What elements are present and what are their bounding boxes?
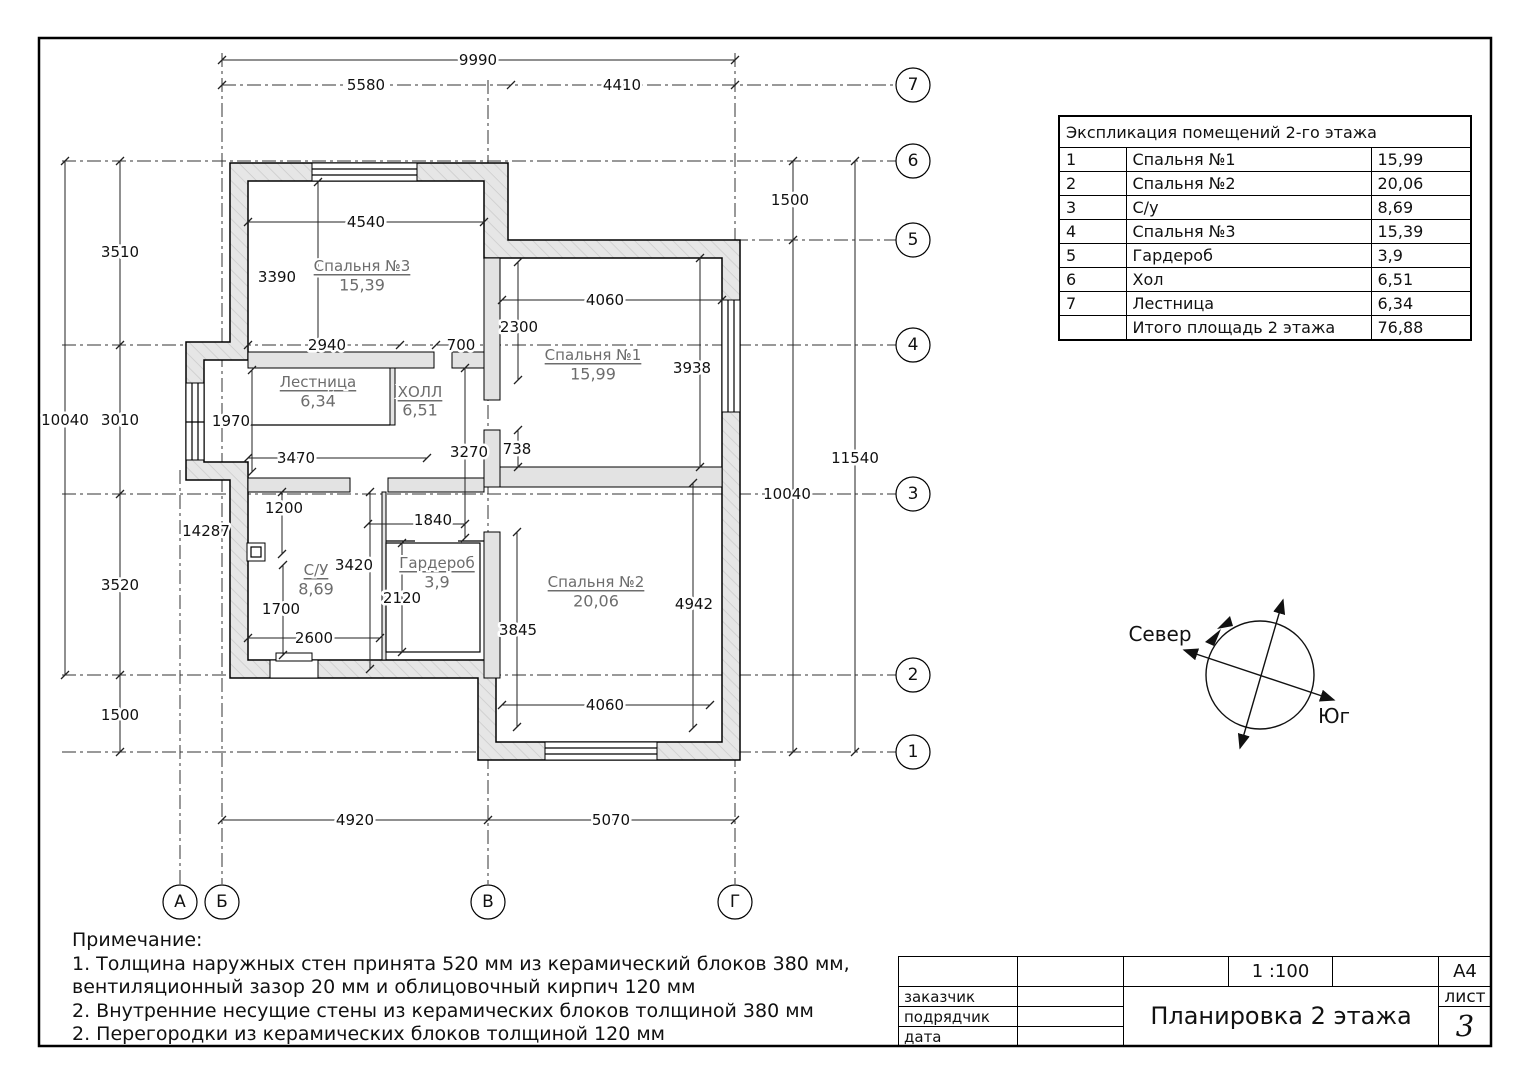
table-row — [1059, 292, 1471, 316]
room-bedroom3-label: Спальня №3 — [313, 257, 411, 275]
table-row — [1059, 268, 1471, 292]
table-row — [1059, 244, 1471, 268]
dim-span-right: 4410 — [602, 76, 642, 94]
title-block-cell — [898, 956, 1018, 987]
dim-left-3: 3520 — [100, 576, 140, 594]
title-block-cell — [1332, 956, 1439, 987]
row-area: 3,9 — [1371, 244, 1471, 268]
axis-row-3: 3 — [907, 484, 919, 504]
schedule-title: Экспликация помещений 2-го этажа — [1059, 116, 1471, 148]
title-block-cell — [1017, 1006, 1124, 1027]
dim-bottom-right: 5070 — [591, 811, 631, 829]
table-row — [1059, 172, 1471, 196]
table-row — [1059, 316, 1471, 341]
row-name: Спальня №3 — [1126, 220, 1371, 244]
table-row — [1059, 148, 1471, 172]
contractor-label: подрядчик — [898, 1006, 1018, 1027]
row-num: 1 — [1059, 148, 1126, 172]
row-name: Спальня №1 — [1126, 148, 1371, 172]
dim-span-left: 5580 — [346, 76, 386, 94]
dim-left-4: 1500 — [100, 706, 140, 724]
notes-title: Примечание: — [72, 929, 203, 951]
table-row — [1059, 220, 1471, 244]
row-name: Гардероб — [1126, 244, 1371, 268]
paper-format: А4 — [1438, 956, 1492, 987]
dim-right-top: 1500 — [770, 191, 810, 209]
room-schedule-table — [1058, 115, 1472, 341]
customer-label: заказчик — [898, 986, 1018, 1007]
axis-col-b: Б — [216, 892, 228, 912]
room-hall-label: ХОЛЛ — [397, 383, 443, 401]
dim-b1-left: 2300 — [499, 318, 539, 336]
title-block-cell — [1017, 1026, 1124, 1046]
dim-hall-height: 3270 — [449, 443, 489, 461]
dim-b1-right: 3938 — [672, 359, 712, 377]
row-name: Лестница — [1126, 292, 1371, 316]
shaft-fixture — [247, 543, 265, 561]
notes — [72, 929, 850, 1047]
room-stairs-area: 6,34 — [300, 391, 336, 411]
dim-su-left: 1700 — [261, 600, 301, 618]
dim-left-total: 10040 — [41, 411, 89, 429]
dim-hall-door: 1840 — [413, 511, 453, 529]
dim-b3-a: 2940 — [307, 336, 347, 354]
dim-su-width: 2600 — [294, 629, 334, 647]
notes-line: 1. Толщина наружных стен принята 520 мм из керамический блоков 380 мм, — [72, 952, 850, 975]
compass — [1128, 600, 1350, 748]
table-row — [1059, 196, 1471, 220]
row-name: Хол — [1126, 268, 1371, 292]
row-area: 76,88 — [1371, 316, 1471, 341]
compass-tick2-icon — [1217, 616, 1233, 629]
dim-b2-width: 4060 — [585, 696, 625, 714]
axis-col-markers — [163, 885, 752, 919]
dim-b1-door: 738 — [502, 440, 532, 458]
dim-left-1: 3510 — [100, 243, 140, 261]
row-num: 5 — [1059, 244, 1126, 268]
row-area: 6,51 — [1371, 268, 1471, 292]
title-block — [898, 956, 1492, 1046]
dim-b1-width: 4060 — [585, 291, 625, 309]
notes-line: 2. Внутренние несущие стены из керамических блоков толщиной 380 мм — [72, 999, 814, 1022]
drawing-title: Планировка 2 этажа — [1123, 986, 1439, 1046]
room-bedroom2-area: 20,06 — [573, 591, 619, 611]
scale-value: 1 :100 — [1228, 956, 1333, 987]
dim-left-2: 3010 — [100, 411, 140, 429]
dim-stairs-height: 1970 — [211, 412, 251, 430]
room-wardrobe-area: 3,9 — [424, 572, 450, 592]
exterior-walls — [186, 163, 740, 760]
axis-row-2: 2 — [907, 665, 919, 685]
axis-row-1: 1 — [907, 742, 919, 762]
axis-row-5: 5 — [907, 230, 919, 250]
row-num: 6 — [1059, 268, 1126, 292]
room-bedroom2-label: Спальня №2 — [547, 573, 645, 591]
dim-bottom-left: 4920 — [335, 811, 375, 829]
dim-right-total: 11540 — [831, 449, 879, 467]
dim-wardrobe-width: 2120 — [382, 589, 422, 607]
window-top — [312, 163, 417, 181]
row-num: 2 — [1059, 172, 1126, 196]
row-name: Спальня №2 — [1126, 172, 1371, 196]
room-hall-area: 6,51 — [402, 400, 438, 420]
dim-b3-width: 4540 — [346, 213, 386, 231]
window-bedroom2 — [545, 742, 657, 760]
room-bathroom-area: 8,69 — [298, 579, 334, 599]
row-area: 6,34 — [1371, 292, 1471, 316]
row-name: С/у — [1126, 196, 1371, 220]
row-num: 4 — [1059, 220, 1126, 244]
axis-col-v: В — [482, 892, 494, 912]
dim-hall-left: 1200 — [264, 499, 304, 517]
room-bathroom-label: С/У — [303, 561, 329, 579]
notes-line: вентиляционный зазор 20 мм и облицовочный кирпич 120 мм — [72, 976, 696, 998]
dim-b2-left: 3845 — [498, 621, 538, 639]
dim-right-main: 10040 — [763, 485, 811, 503]
dim-stairs-width: 3470 — [276, 449, 316, 467]
door-bathroom — [270, 660, 318, 678]
row-name: Итого площадь 2 этажа — [1126, 316, 1371, 341]
row-num: 3 — [1059, 196, 1126, 220]
title-block-cell — [1017, 986, 1124, 1007]
dim-su-right: 3420 — [334, 556, 374, 574]
sheet-label: лист — [1438, 986, 1492, 1007]
room-wardrobe-label: Гардероб — [399, 554, 475, 572]
row-num — [1059, 316, 1126, 341]
room-stairs-label: Лестница — [279, 373, 357, 391]
axis-col-g: Г — [729, 892, 741, 912]
axis-row-markers — [896, 68, 930, 769]
date-label: дата — [898, 1026, 1018, 1046]
axis-col-a: А — [174, 892, 186, 912]
dim-axis-length: 14287 — [182, 522, 230, 540]
row-area: 15,39 — [1371, 220, 1471, 244]
room-bedroom1-label: Спальня №1 — [544, 346, 642, 364]
dim-b3-height: 3390 — [257, 268, 297, 286]
row-area: 20,06 — [1371, 172, 1471, 196]
compass-tick-icon — [1205, 629, 1221, 646]
dim-overall-width: 9990 — [458, 51, 498, 69]
title-block-cell — [1123, 956, 1229, 987]
window-bedroom1 — [722, 300, 740, 412]
room-bedroom1-area: 15,99 — [570, 364, 616, 384]
row-area: 8,69 — [1371, 196, 1471, 220]
row-num: 7 — [1059, 292, 1126, 316]
interior-walls — [248, 258, 722, 678]
axis-row-4: 4 — [907, 335, 919, 355]
sheet-number: 3 — [1438, 1006, 1492, 1046]
compass-north-label: Север — [1128, 622, 1192, 646]
axis-row-6: 6 — [907, 151, 919, 171]
dim-b2-right: 4942 — [674, 595, 714, 613]
axis-row-7: 7 — [907, 75, 919, 95]
compass-south-label: Юг — [1317, 704, 1351, 728]
row-area: 15,99 — [1371, 148, 1471, 172]
title-block-cell — [1017, 956, 1124, 987]
room-bedroom3-area: 15,39 — [339, 275, 385, 295]
notes-line: 2. Перегородки из керамических блоков толщиной 120 мм — [72, 1023, 666, 1045]
dim-b3-b: 700 — [446, 336, 476, 354]
